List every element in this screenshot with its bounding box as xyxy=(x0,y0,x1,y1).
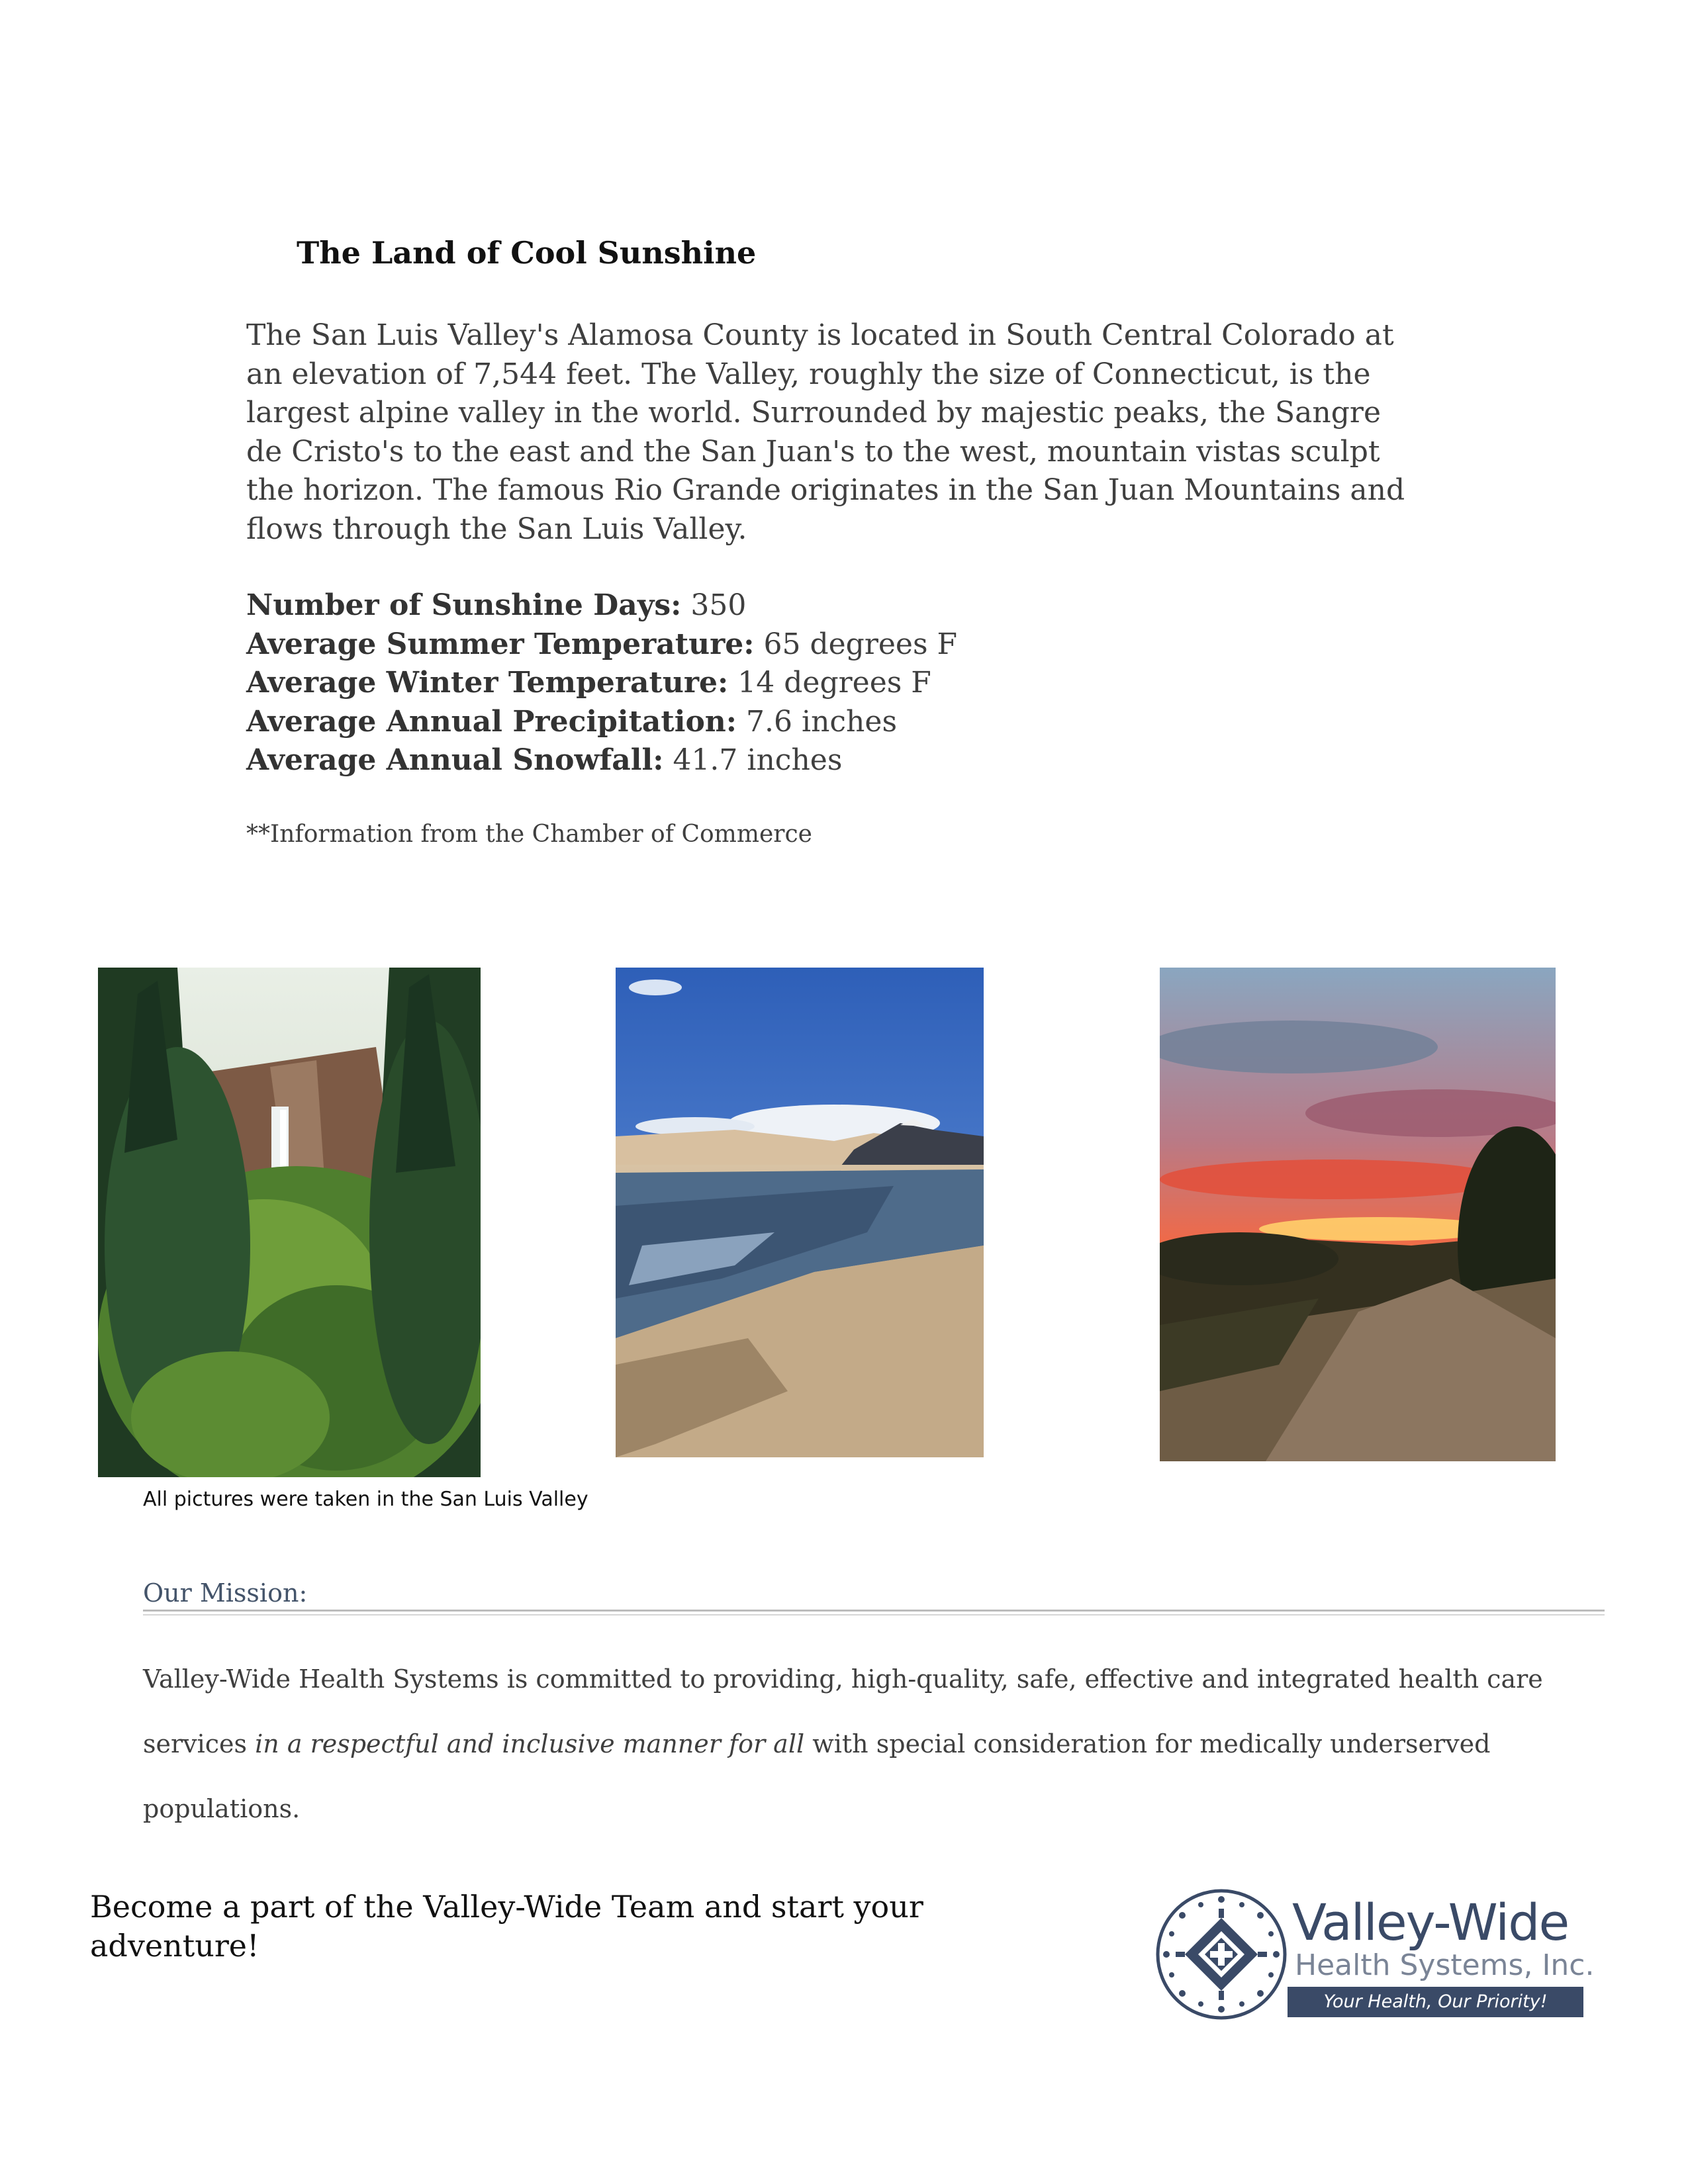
mission-statement xyxy=(143,1647,1606,1841)
stat-row xyxy=(246,625,957,664)
sunset-road-photo xyxy=(1160,968,1556,1461)
stat-row xyxy=(246,741,957,780)
mission-text-start: Valley-Wide Health Systems is committed to providing, high-quality, safe, effective and integrated health care services xyxy=(143,1664,1543,1758)
logo-subtitle: Health Systems, Inc. xyxy=(1295,1948,1595,1982)
stat-label: Average Winter Temperature: xyxy=(246,666,729,700)
call-to-action: Become a part of the Valley-Wide Team and start your adventure! xyxy=(90,1889,923,1964)
stat-row xyxy=(246,586,957,625)
stat-label: Average Annual Snowfall: xyxy=(246,743,664,777)
stat-value: 7.6 inches xyxy=(746,704,898,739)
stat-row xyxy=(246,664,957,703)
mission-text-emphasis: in a respectful and inclusive manner for all xyxy=(255,1729,805,1758)
intro-paragraph: The San Luis Valley's Alamosa County is located in South Central Colorado at an elevation of 7,544 feet. The Valley, roughly the size of Connecticut, is the largest alpine valley in the world. Surrounded by majestic peaks, the Sangre de Cristo's to the east and the San Juan's to the west, mountain vistas sculpt the horizon. The famous Rio Grande originates in the San Juan Mountains and flows through the San Luis Valley. xyxy=(246,318,1405,546)
stat-row xyxy=(246,703,957,742)
stat-label: Average Annual Precipitation: xyxy=(246,704,737,739)
sand-dunes-photo xyxy=(616,968,984,1457)
photos-caption: All pictures were taken in the San Luis Valley xyxy=(143,1488,588,1511)
valley-wide-logo xyxy=(1152,1885,1595,2024)
stat-value: 350 xyxy=(690,588,747,622)
logo-name: Valley-Wide xyxy=(1292,1893,1569,1952)
stat-value: 14 degrees F xyxy=(737,666,931,700)
mission-text-end: with special consideration for medically underserved populations. xyxy=(143,1729,1491,1823)
stat-label: Number of Sunshine Days: xyxy=(246,588,682,622)
source-note: **Information from the Chamber of Commerce xyxy=(246,821,812,848)
logo-tagline: Your Health, Our Priority! xyxy=(1288,1987,1583,2017)
mission-divider-secondary xyxy=(143,1614,1605,1615)
page-title: The Land of Cool Sunshine xyxy=(297,235,757,271)
stat-value: 41.7 inches xyxy=(673,743,843,777)
waterfall-forest-photo xyxy=(98,968,481,1477)
climate-stats xyxy=(246,586,957,780)
compass-emblem-icon xyxy=(1152,1885,1291,2024)
mission-divider xyxy=(143,1610,1605,1612)
mission-heading: Our Mission: xyxy=(143,1578,308,1608)
stat-value: 65 degrees F xyxy=(763,627,958,661)
stat-label: Average Summer Temperature: xyxy=(246,627,755,661)
